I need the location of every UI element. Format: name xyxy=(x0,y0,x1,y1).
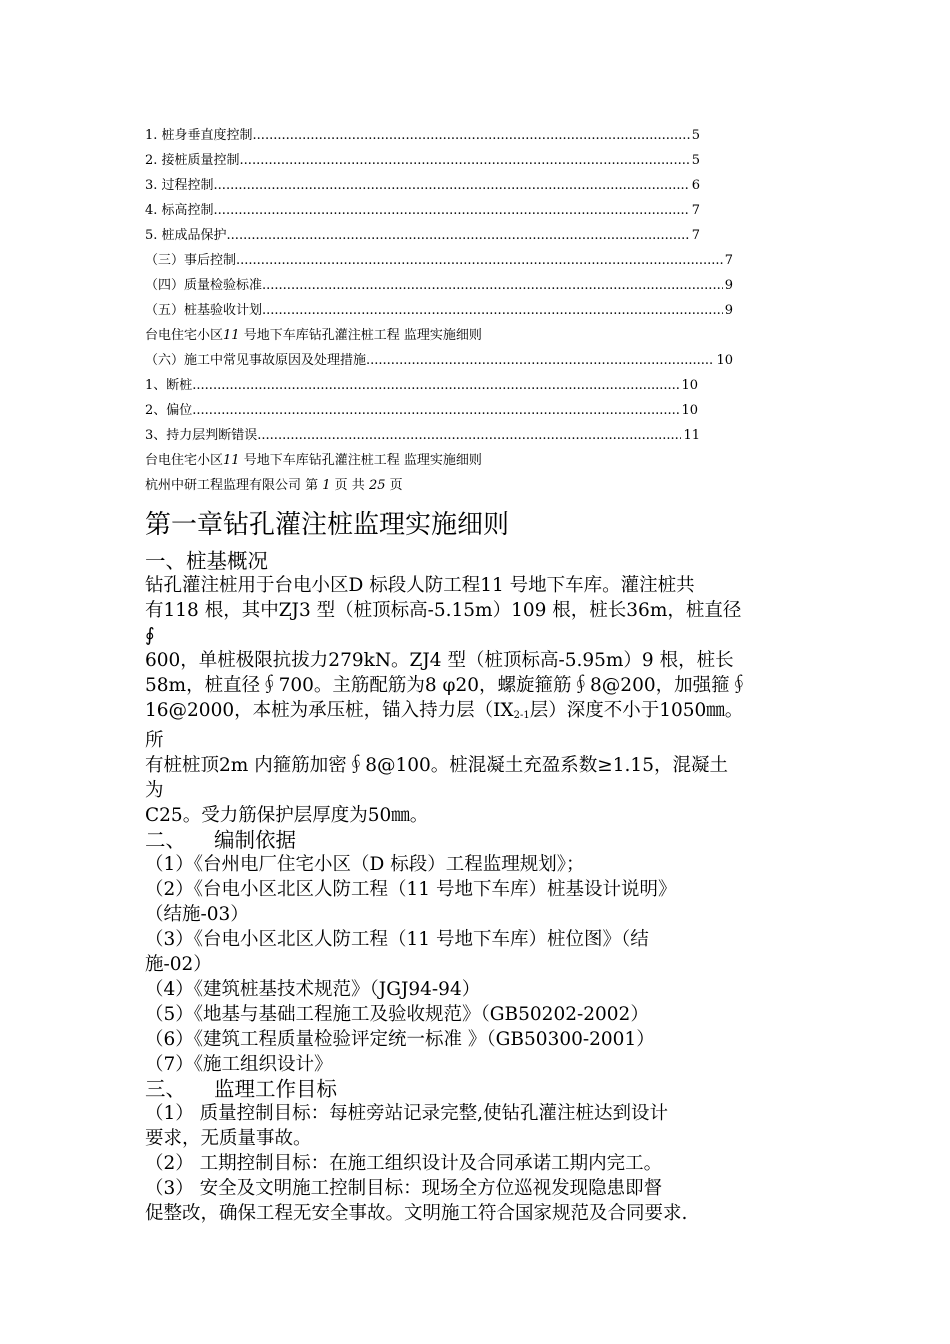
toc-entry[interactable]: （五）桩基验收计划 ..... 9 xyxy=(145,302,733,327)
paragraph-line: （5）《地基与基础工程施工及验收规范》（GB50202-2002） xyxy=(145,1004,649,1025)
paragraph-line: （7）《施工组织设计》 xyxy=(145,1054,333,1075)
paragraph-line: （2）《台电小区北区人防工程（11 号地下车库）桩基设计说明》 xyxy=(145,879,677,900)
page-footer: 杭州中研工程监理有限公司 第 1 页 共 25 页 xyxy=(145,478,403,493)
toc-entry[interactable]: 2. 接桩质量控制 ..... 5 xyxy=(145,152,700,177)
section-heading: 二、 编制依据 xyxy=(145,828,296,852)
paragraph-line: （3） 安全及文明施工控制目标：现场全方位巡视发现隐患即督 xyxy=(145,1178,663,1199)
toc-entry[interactable]: 1. 桩身垂直度控制 ..... 5 xyxy=(145,127,700,152)
table-of-contents xyxy=(145,127,745,502)
toc-entry[interactable]: （三）事后控制 ..... 7 xyxy=(145,252,733,277)
toc-entry[interactable]: 1、断桩 ..... 10 xyxy=(145,377,698,402)
paragraph-line: 所 xyxy=(145,730,164,751)
paragraph-line: （1）《台州电厂住宅小区（D 标段）工程监理规划》； xyxy=(145,854,585,875)
paragraph-line: 有118 根，其中ZJ3 型（桩顶标高-5.15m）109 根，桩长36m，桩直径 xyxy=(145,600,742,621)
paragraph-line: （3）《台电小区北区人防工程（11 号地下车库）桩位图》（结 xyxy=(145,929,649,950)
toc-entry[interactable]: （六）施工中常见事故原因及处理措施 ..... 10 xyxy=(145,352,733,377)
paragraph-line: 16@2000，本桩为承压桩，锚入持力层（$IX_{2-1}$层）深度不小于1050㎜。 xyxy=(145,700,744,721)
document-body xyxy=(145,505,810,1226)
paragraph-line: （4）《建筑桩基技术规范》（JGJ94-94） xyxy=(145,979,481,1000)
paragraph-line: （6）《建筑工程质量检验评定统一标准 》（GB50300-2001） xyxy=(145,1029,655,1050)
toc-entry[interactable]: 3、持力层判断错误 ..... 11 xyxy=(145,427,700,452)
section-heading: 一、桩基概况 xyxy=(145,549,268,573)
paragraph-line: （1） 质量控制目标：每桩旁站记录完整,使钻孔灌注桩达到设计 xyxy=(145,1103,669,1124)
paragraph-line: 要求，无质量事故。 xyxy=(145,1128,312,1149)
paragraph-line: 钻孔灌注桩用于台电小区D 标段人防工程11 号地下车库。灌注桩共 xyxy=(145,575,695,596)
toc-entry[interactable]: 2、偏位 ..... 10 xyxy=(145,402,698,427)
section-heading: 三、 监理工作目标 xyxy=(145,1077,337,1101)
toc-entry[interactable]: （四）质量检验标准 ..... 9 xyxy=(145,277,733,302)
chapter-title: 第一章钻孔灌注桩监理实施细则 xyxy=(145,510,510,540)
paragraph-line: 为 xyxy=(145,780,164,801)
paragraph-line: C25。受力筋保护层厚度为50㎜。 xyxy=(145,805,429,826)
paragraph-line: 施-02） xyxy=(145,954,212,975)
paragraph-line: （结施-03） xyxy=(145,904,249,925)
paragraph-line: ∮ xyxy=(145,625,155,646)
paragraph-line: 58m，桩直径∮700。主筋配筋为8 φ20，螺旋箍筋∮8@200，加强箍∮ xyxy=(145,675,749,696)
paragraph-line: 600，单桩极限抗拔力279kN。ZJ4 型（桩顶标高-5.95m）9 根，桩长 xyxy=(145,650,734,671)
paragraph-line: 有桩桩顶2m 内箍筋加密∮8@100。桩混凝土充盈系数≥1.15，混凝土 xyxy=(145,755,728,776)
running-header: 台电住宅小区11 号地下车库钻孔灌注桩工程 监理实施细则 xyxy=(145,453,482,468)
paragraph-line: （2） 工期控制目标：在施工组织设计及合同承诺工期内完工。 xyxy=(145,1153,663,1174)
toc-entry[interactable]: 5. 桩成品保护 ..... 7 xyxy=(145,227,700,252)
running-header: 台电住宅小区11 号地下车库钻孔灌注桩工程 监理实施细则 xyxy=(145,328,482,343)
toc-entry[interactable]: 3. 过程控制 ..... 6 xyxy=(145,177,700,202)
toc-entry[interactable]: 4. 标高控制 ..... 7 xyxy=(145,202,700,227)
paragraph-line: 促整改，确保工程无安全事故。文明施工符合国家规范及合同要求. xyxy=(145,1203,688,1224)
